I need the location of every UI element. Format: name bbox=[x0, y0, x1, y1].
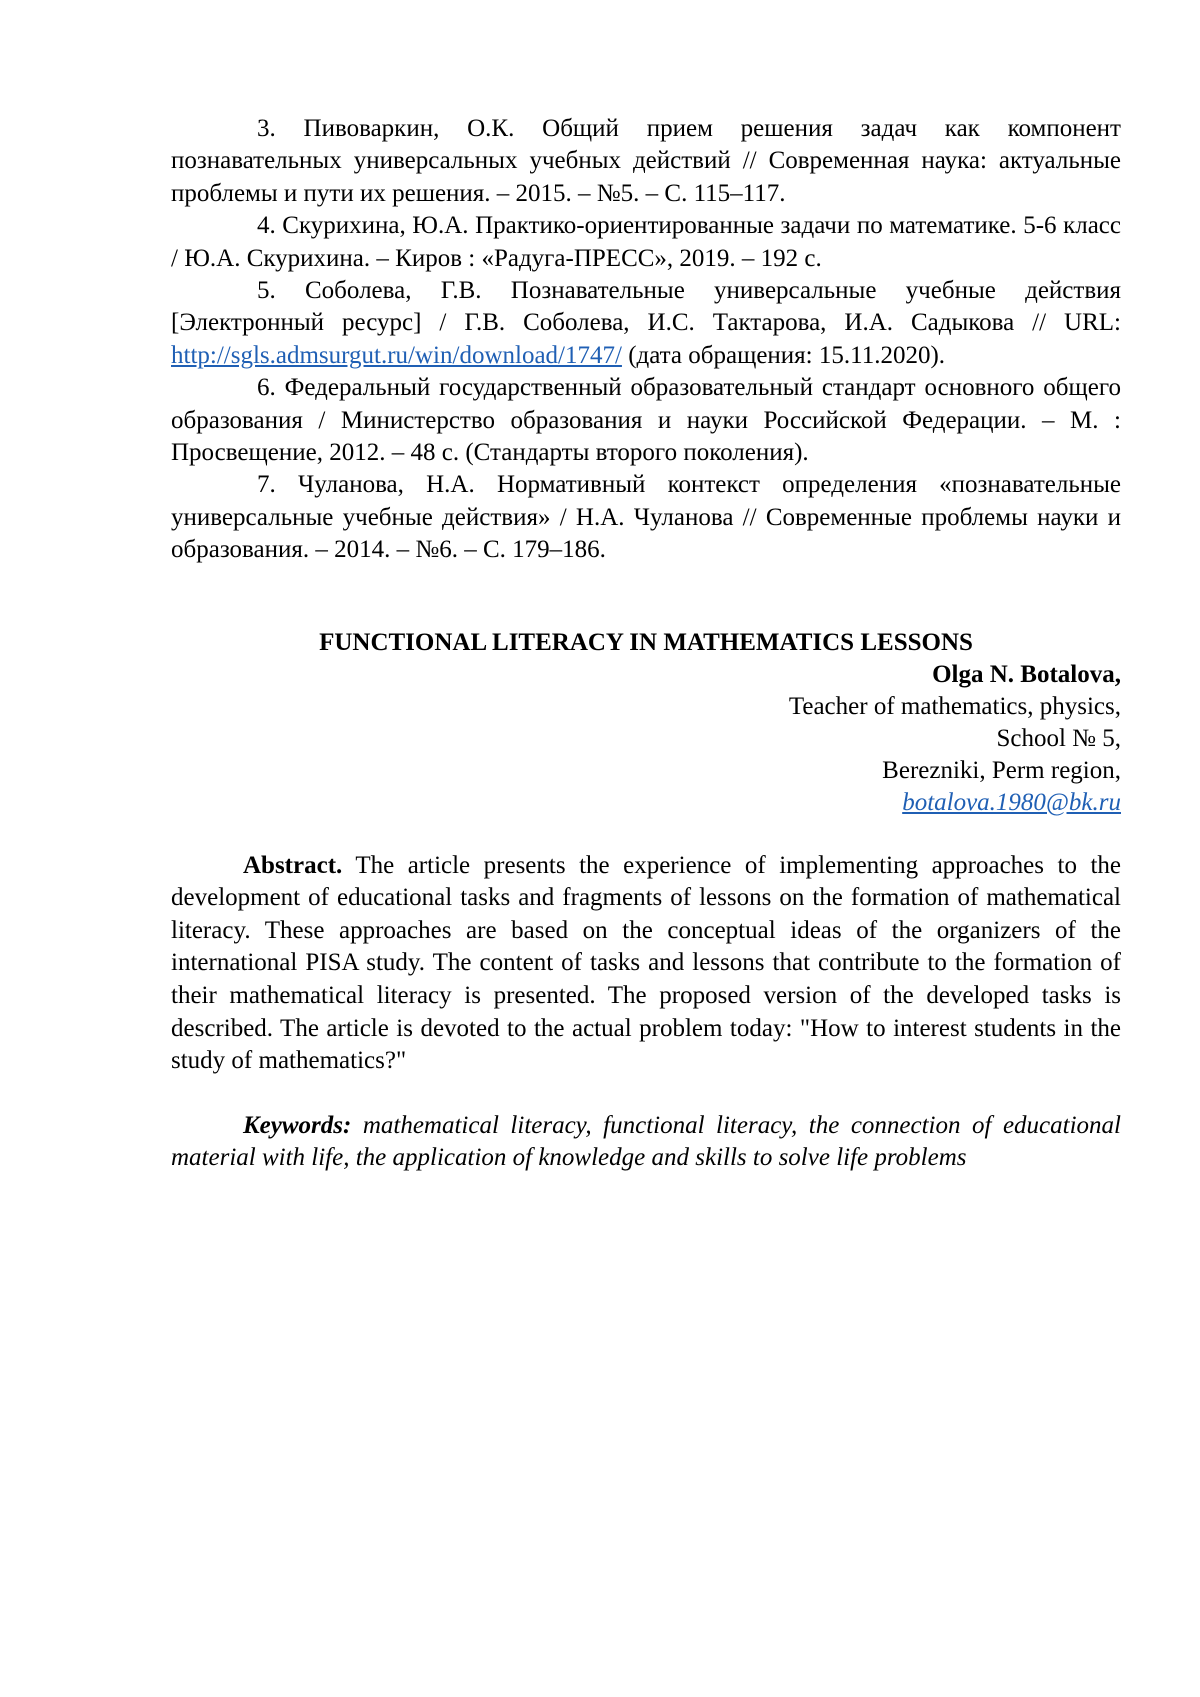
reference-url-link[interactable]: http://sgls.admsurgut.ru/win/download/1747/ bbox=[171, 341, 622, 369]
reference-text: 7. Чуланова, Н.А. Нормативный контекст определения «познавательные универсальные учебные действия» / Н.А. Чуланова // Современные проблемы науки и образования. – 2014. – №6. – С. 179–186. bbox=[171, 471, 1121, 564]
reference-text-after-link: (дата обращения: 15.11.2020). bbox=[621, 341, 946, 369]
author-location: Berezniki, Perm region, bbox=[882, 756, 1121, 784]
abstract-paragraph bbox=[171, 850, 1121, 1078]
author-position: Teacher of mathematics, physics, bbox=[788, 692, 1121, 720]
document-page bbox=[171, 113, 1121, 1174]
reference-text-before-link: 5. Соболева, Г.В. Познавательные универсальные учебные действия [Электронный ресурс] / Г.В. Соболева, И.С. Тактарова, И.А. Садыкова // URL: bbox=[171, 277, 1121, 337]
abstract-label: Abstract. bbox=[243, 851, 343, 879]
reference-text: 3. Пивоваркин, О.К. Общий прием решения задач как компонент познавательных универсальных учебных действий // Современная наука: актуальные проблемы и пути их решения. – 2015. – №5. – С. 115–117. bbox=[171, 115, 1121, 207]
reference-text: 4. Скурихина, Ю.А. Практико-ориентированные задачи по математике. 5-6 класс / Ю.А. Скурихина. – Киров : «Радуга-ПРЕСС», 2019. – 192 с. bbox=[171, 212, 1121, 272]
author-affiliation bbox=[171, 691, 1121, 819]
author-email-line bbox=[171, 787, 1121, 819]
reference-item-3 bbox=[171, 113, 1121, 210]
author-email-link[interactable]: botalova.1980@bk.ru bbox=[902, 788, 1121, 816]
abstract-text: The article presents the experience of implementing approaches to the development of educational tasks and fragments of lessons on the formation of mathematical literacy. These approaches are based on the conceptual ideas of the organizers of the international PISA study. The content of tasks and lessons that contribute to the formation of their mathematical literacy is presented. The proposed version of the developed tasks is described. The article is devoted to the actual problem today: "How to interest students in the study of mathematics?" bbox=[171, 851, 1121, 1075]
author-name: Olga N. Botalova, bbox=[932, 660, 1121, 688]
keywords-text: mathematical literacy, functional literacy, the connection of educational material with life, the application of knowledge and skills to solve life problems bbox=[171, 1111, 1121, 1171]
keywords-label: Keywords: bbox=[243, 1111, 352, 1139]
reference-item-5 bbox=[171, 275, 1121, 372]
reference-text: 6. Федеральный государственный образовательный стандарт основного общего образования / Министерство образования и науки Российской Федерации. – М. : Просвещение, 2012. – 48 с. (Стандарты второго поколения). bbox=[171, 374, 1121, 467]
article-title: FUNCTIONAL LITERACY IN MATHEMATICS LESSONS bbox=[319, 628, 973, 656]
reference-item-4 bbox=[171, 210, 1121, 275]
author-school: School № 5, bbox=[996, 724, 1121, 752]
reference-list bbox=[171, 113, 1121, 567]
keywords-paragraph bbox=[171, 1110, 1121, 1174]
reference-item-6 bbox=[171, 372, 1121, 469]
reference-item-7 bbox=[171, 469, 1121, 566]
